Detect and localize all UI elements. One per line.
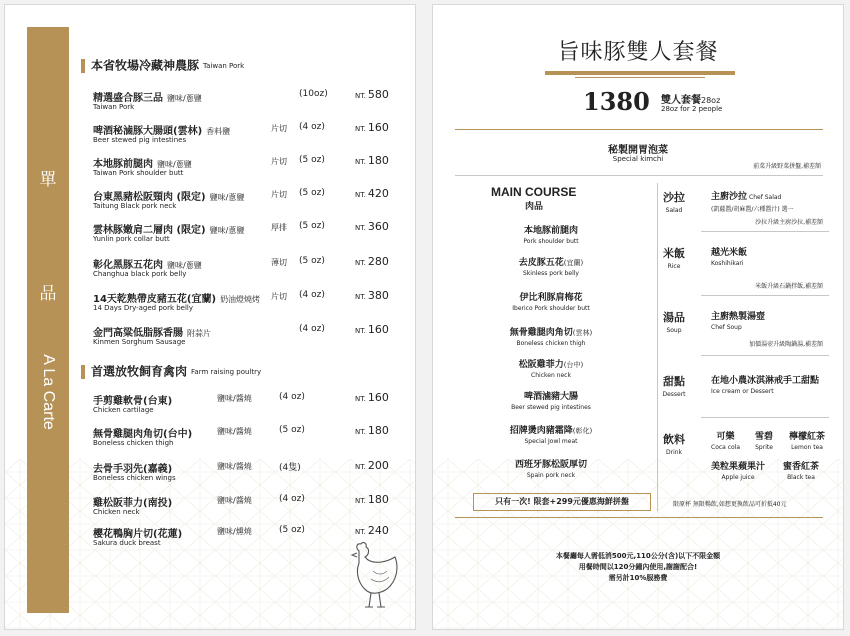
section-title: 本省牧場冷藏神農豚 — [91, 58, 200, 73]
set-label: 雙人套餐28oz — [661, 95, 721, 106]
geometric-pattern-background — [433, 459, 844, 629]
section-divider — [455, 129, 823, 130]
section-title: 首選放牧飼育禽肉 — [91, 364, 188, 379]
drink-option: 雪碧 Sprite — [755, 432, 774, 451]
menu-item: 櫻花鴨胸片切(花蓮) Sakura duck breast 鹽味/燻燒 (5 oz) NT. 240 — [93, 524, 389, 547]
drink-option: 可樂 Coca cola — [711, 432, 741, 451]
main-course-item: 招牌燙肉豬霜降(彰化) Special Jowl meat — [509, 426, 593, 445]
category-dessert: 甜點 Dessert — [662, 375, 686, 398]
main-course-item: 松阪雞菲力(台中) Chicken neck — [518, 360, 584, 379]
pork-section-heading — [81, 55, 244, 75]
section-divider — [455, 175, 823, 176]
side-banner-char-2: 品 — [39, 284, 57, 304]
set-label-en: 28oz for 2 people — [661, 105, 723, 113]
soup-upgrade-note: 加價湯壺升級陶鍋湯,補差額 — [749, 341, 823, 348]
menu-item: 台東黑豬松阪頸肉 (限定) 鹽味/蔥鹽 Taitung Black pork neck 片切 (5 oz) NT. 420 — [93, 187, 389, 210]
category-rice: 米飯 Rice — [663, 247, 685, 270]
salad-upgrade-note: 沙拉升級主廚沙拉,補差額 — [755, 219, 823, 226]
drink-option: 蜜香紅茶 Black tea — [783, 462, 820, 481]
rice-upgrade-note: 米飯升級石鍋拌飯,補差額 — [755, 283, 823, 290]
menu-item: 無骨雞腿肉角切(台中) Boneless chicken thigh 鹽味/醬燒 (5 oz) NT. 180 — [93, 424, 389, 447]
main-course-item: 西班牙豚松阪厚切 Spain pork neck — [514, 460, 587, 479]
kimchi-title: 秘製開胃泡菜 — [608, 145, 668, 156]
menu-item: 14天乾熟帶皮豬五花(宜蘭) 奶油燈燒烤 14 Days Dry-aged pork belly 片切 (4 oz) NT. 380 — [93, 289, 389, 312]
kimchi-upgrade-note: 前菜升級野菜拼盤,補差額 — [753, 163, 821, 170]
section-title-en: Farm raising poultry — [191, 367, 262, 376]
category-salad: 沙拉 Salad — [663, 191, 685, 214]
menu-item: 雞松阪菲力(南投) Chicken neck 鹽味/醬燒 (4 oz) NT. 180 — [93, 493, 389, 516]
soup-option: 主廚熱製湯壺 Chef Soup — [711, 312, 766, 331]
main-course-item: 本地豚前腿肉 Pork shoulder butt — [523, 226, 579, 245]
set-menu-title: 旨味豚雙人套餐 — [557, 40, 719, 65]
main-course-item: 去皮豚五花(宜蘭) Skinless pork belly — [518, 258, 584, 277]
note-line: 需另計10%服務費 — [608, 574, 668, 582]
menu-item: 去骨手羽先(嘉義) Boneless chicken wings 鹽味/醬燒 (4隻) NT. 200 — [93, 459, 389, 482]
note-line: 用餐時間以120分鐘內使用,謝謝配合! — [578, 563, 698, 571]
seafood-promo-banner: 只有一次! 限套+299元優惠海鮮拼盤 — [473, 493, 651, 511]
menu-item: 啤酒秘滷豚大腸頭(雲林) 香料鹽 Beer stewed pig intestines 片切 (4 oz) NT. 160 — [93, 121, 389, 144]
drink-option: 美粒果蘋果汁 Apple juice — [711, 462, 766, 481]
side-banner — [27, 27, 69, 613]
side-banner-char-1: 單 — [39, 170, 57, 190]
main-course-item: 伊比利豚肩梅花 Iberico Pork shoulder butt — [512, 293, 590, 312]
a-la-carte-menu-page — [4, 4, 416, 630]
category-soup: 湯品 Soup — [663, 311, 685, 334]
menu-item: 彰化黑豚五花肉 鹽味/蔥鹽 Changhua black pork belly 薄切 (5 oz) NT. 280 — [93, 255, 389, 278]
drink-limit-note: 限原杯 無限暢飲,如想更換飲品可折抵40元 — [673, 501, 787, 508]
chicken-illustration — [345, 541, 403, 613]
drink-option: 檸檬紅茶 Lemon tea — [789, 432, 826, 451]
menu-item: 金門高粱低脂豚香腸 附蒜片 Kinmen Sorghum Sausage (4 oz) NT. 160 — [93, 323, 389, 346]
row-divider — [701, 417, 829, 418]
menu-item: 雲林豚嫩肩二層肉 (限定) 鹽味/蔥鹽 Yunlin pork collar butt 厚排 (5 oz) NT. 360 — [93, 220, 389, 243]
poultry-section-heading — [81, 361, 261, 381]
section-title-en: Taiwan Pork — [203, 61, 245, 70]
set-price: 1380 — [583, 87, 650, 116]
kimchi-title-en: Special kimchi — [612, 155, 664, 163]
menu-item: 手剪雞軟骨(台東) Chicken cartilage 鹽味/醬燒 (4 oz) NT. 160 — [93, 391, 389, 414]
main-course-heading-zh: 肉品 — [525, 202, 544, 212]
row-divider — [701, 295, 829, 296]
menu-item: 本地豚前腿肉 鹽味/蔥鹽 Taiwan Pork shoulder butt 片切 (5 oz) NT. 180 — [93, 154, 389, 177]
column-divider — [657, 183, 658, 511]
restaurant-notes — [433, 551, 843, 584]
side-banner-english: A La Carte — [40, 354, 57, 430]
dessert-option: 在地小農冰淇淋戒手工甜點 Ice cream or Dessert — [711, 376, 820, 395]
category-drink: 飲料 Drink — [663, 433, 685, 456]
main-course-item: 啤酒滷豬大腸 Beer stewed pig intestines — [511, 392, 591, 411]
set-menu-page — [432, 4, 844, 630]
rice-option: 越光米飯 Koshihikari — [711, 248, 748, 267]
row-divider — [701, 231, 829, 232]
title-divider-thin — [575, 77, 705, 78]
menu-item: 精選盛合豚三品 鹽味/蔥鹽 Taiwan Pork (10oz) NT. 580 — [93, 88, 389, 111]
main-course-item: 無骨雞腿肉角切(雲林) Boneless chicken thigh — [509, 328, 593, 347]
main-course-heading: MAIN COURSE — [491, 185, 577, 199]
section-divider — [455, 517, 823, 518]
salad-option: 主廚沙拉 Chef Salad (凱薩醬/胡麻醬/六種醬汁) 選一 — [711, 192, 794, 213]
row-divider — [701, 355, 829, 356]
title-divider — [545, 71, 735, 75]
note-line: 本餐廳每人需低消500元,110公分(含)以下不限金額 — [555, 552, 721, 560]
